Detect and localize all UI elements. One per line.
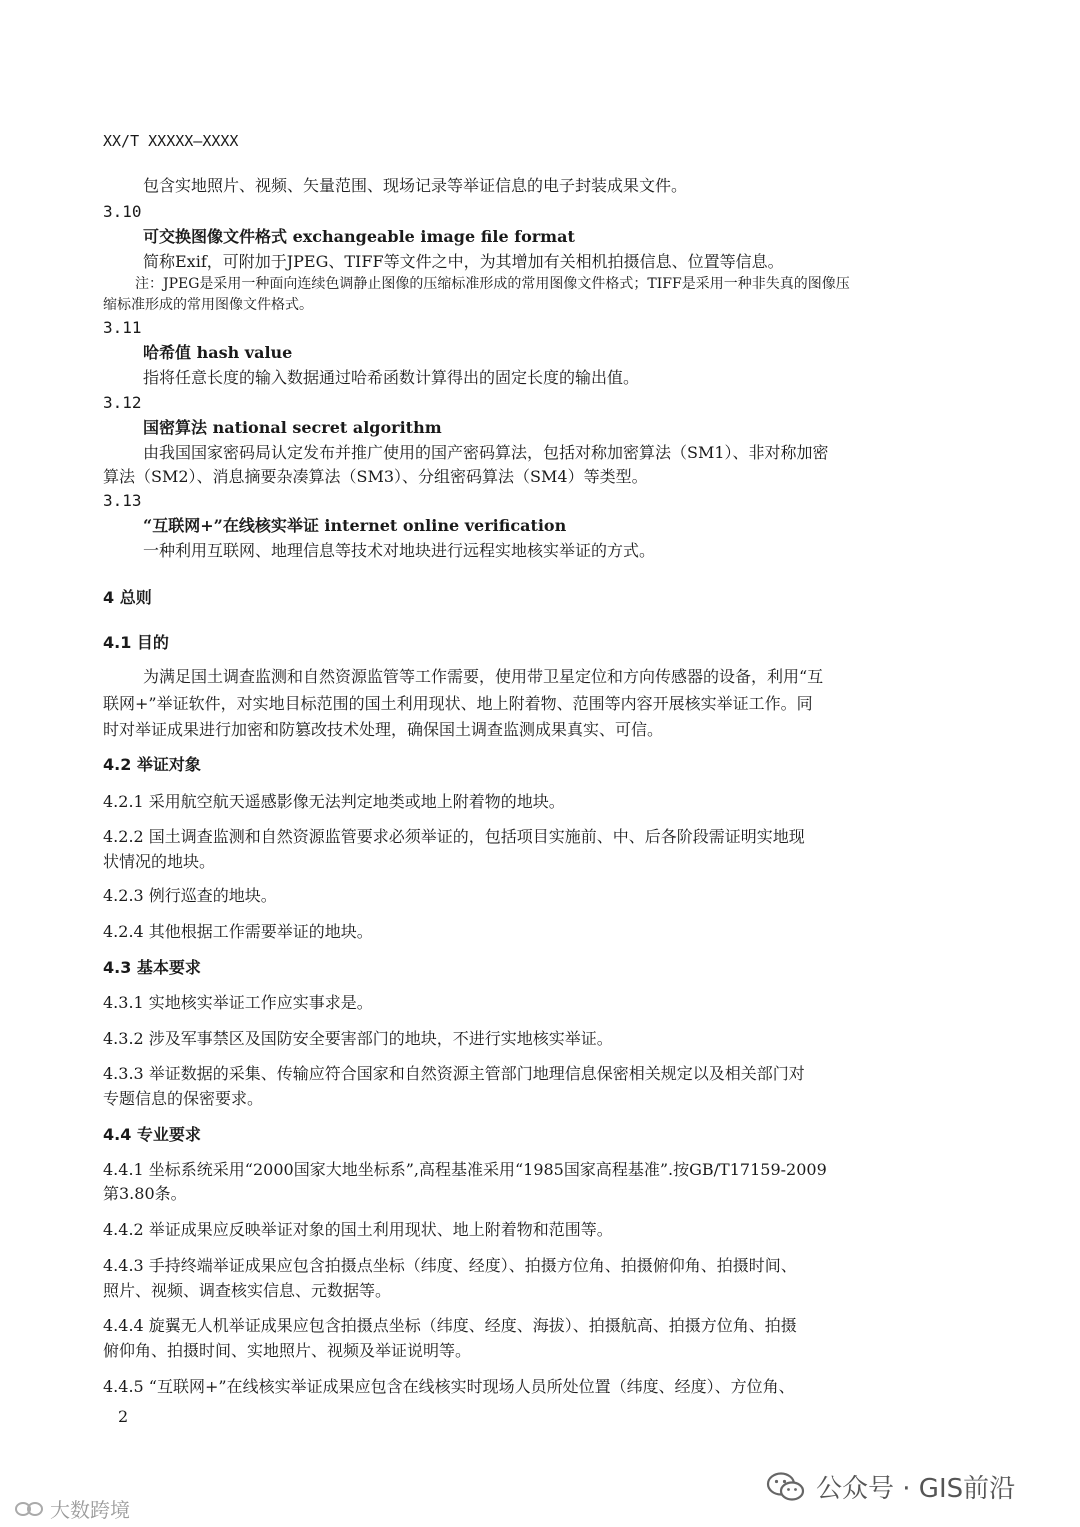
term-title: 可交换图像文件格式 exchangeable image file format <box>143 227 575 246</box>
paragraph-line: 联网+”举证软件，对实地目标范围的国土利用现状、地上附着物、范围等内容开展核实举证工作。同 <box>103 694 813 713</box>
wechat-watermark <box>766 1468 1015 1505</box>
subsection-heading: 4.1 目的 <box>103 633 169 652</box>
watermark-text: 公众号 · GIS前沿 <box>816 1474 1016 1504</box>
subsection-heading: 4.4 专业要求 <box>103 1125 201 1144</box>
clause-line: 4.3.3 举证数据的采集、传输应符合国家和自然资源主管部门地理信息保密相关规定以及相关部门对 <box>103 1064 805 1083</box>
term-number: 3.12 <box>103 393 142 412</box>
clause-line: 专题信息的保密要求。 <box>103 1089 264 1108</box>
clause-line: 4.2.3 例行巡查的地块。 <box>103 886 277 905</box>
clause-line: 4.3.1 实地核实举证工作应实事求是。 <box>103 993 373 1012</box>
page-number: 2 <box>118 1407 129 1426</box>
clause-line: 4.4.1 坐标系统采用“2000国家大地坐标系”,高程基准采用“1985国家高程基准”.按GB/T17159-2009 <box>103 1160 827 1179</box>
clause-line: 俯仰角、拍摄时间、实地照片、视频及举证说明等。 <box>103 1341 472 1360</box>
paragraph-line: 时对举证成果进行加密和防篡改技术处理，确保国土调查监测成果真实、可信。 <box>103 720 664 739</box>
term-number: 3.13 <box>103 491 142 510</box>
clause-line: 照片、视频、调查核实信息、元数据等。 <box>103 1281 392 1300</box>
paragraph-line: 一种利用互联网、地理信息等技术对地块进行远程实地核实举证的方式。 <box>143 541 656 560</box>
section-heading: 4 总则 <box>103 588 152 607</box>
clause-line: 4.4.2 举证成果应反映举证对象的国土利用现状、地上附着物和范围等。 <box>103 1220 613 1239</box>
subsection-heading: 4.2 举证对象 <box>103 755 201 774</box>
paragraph-line: 简称Exif，可附加于JPEG、TIFF等文件之中，为其增加有关相机拍摄信息、位置等信息。 <box>143 252 784 271</box>
clause-line: 4.3.2 涉及军事禁区及国防安全要害部门的地块，不进行实地核实举证。 <box>103 1029 613 1048</box>
watermark-text: 大数跨境 <box>50 1498 130 1522</box>
clause-line: 4.2.4 其他根据工作需要举证的地块。 <box>103 922 373 941</box>
paragraph-line: 为满足国土调查监测和自然资源监管等工作需要，使用带卫星定位和方向传感器的设备，利用“互 <box>143 667 824 686</box>
term-title: 哈希值 hash value <box>143 343 293 362</box>
clause-line: 状情况的地块。 <box>103 852 216 871</box>
clause-line: 第3.80条。 <box>103 1184 187 1203</box>
paragraph-line: 由我国国家密码局认定发布并推广使用的国产密码算法，包括对称加密算法（SM1）、非对称加密 <box>143 443 829 462</box>
paragraph-line: 包含实地照片、视频、矢量范围、现场记录等举证信息的电子封装成果文件。 <box>143 176 688 195</box>
note-line: 注：JPEG是采用一种面向连续色调静止图像的压缩标准形成的常用图像文件格式；TIFF是采用一种非失真的图像压 <box>135 276 850 292</box>
term-number: 3.10 <box>103 202 142 221</box>
clause-line: 4.2.1 采用航空航天遥感影像无法判定地类或地上附着物的地块。 <box>103 792 565 811</box>
clause-line: 4.4.3 手持终端举证成果应包含拍摄点坐标（纬度、经度）、拍摄方位角、拍摄俯仰角、拍摄时间、 <box>103 1256 797 1275</box>
clause-line: 4.2.2 国土调查监测和自然资源监管要求必须举证的，包括项目实施前、中、后各阶段需证明实地现 <box>103 827 805 846</box>
term-title: 国密算法 national secret algorithm <box>143 418 442 437</box>
wechat-icon <box>766 1471 806 1503</box>
subsection-heading: 4.3 基本要求 <box>103 958 201 977</box>
term-number: 3.11 <box>103 318 142 337</box>
note-line: 缩标准形成的常用图像文件格式。 <box>103 297 313 313</box>
standard-code-header: XX/T XXXXX—XXXX <box>103 132 239 150</box>
loop-icon <box>14 1498 44 1520</box>
paragraph-line: 指将任意长度的输入数据通过哈希函数计算得出的固定长度的输出值。 <box>143 368 640 387</box>
term-title: “互联网+”在线核实举证 internet online verification <box>143 516 567 535</box>
clause-line: 4.4.4 旋翼无人机举证成果应包含拍摄点坐标（纬度、经度、海拔）、拍摄航高、拍摄方位角、拍摄 <box>103 1316 797 1335</box>
clause-line: 4.4.5 “互联网+”在线核实举证成果应包含在线核实时现场人员所处位置（纬度、经度）、方位角、 <box>103 1377 795 1396</box>
paragraph-line: 算法（SM2）、消息摘要杂凑算法（SM3）、分组密码算法（SM4）等类型。 <box>103 467 648 486</box>
brand-watermark <box>14 1494 130 1523</box>
